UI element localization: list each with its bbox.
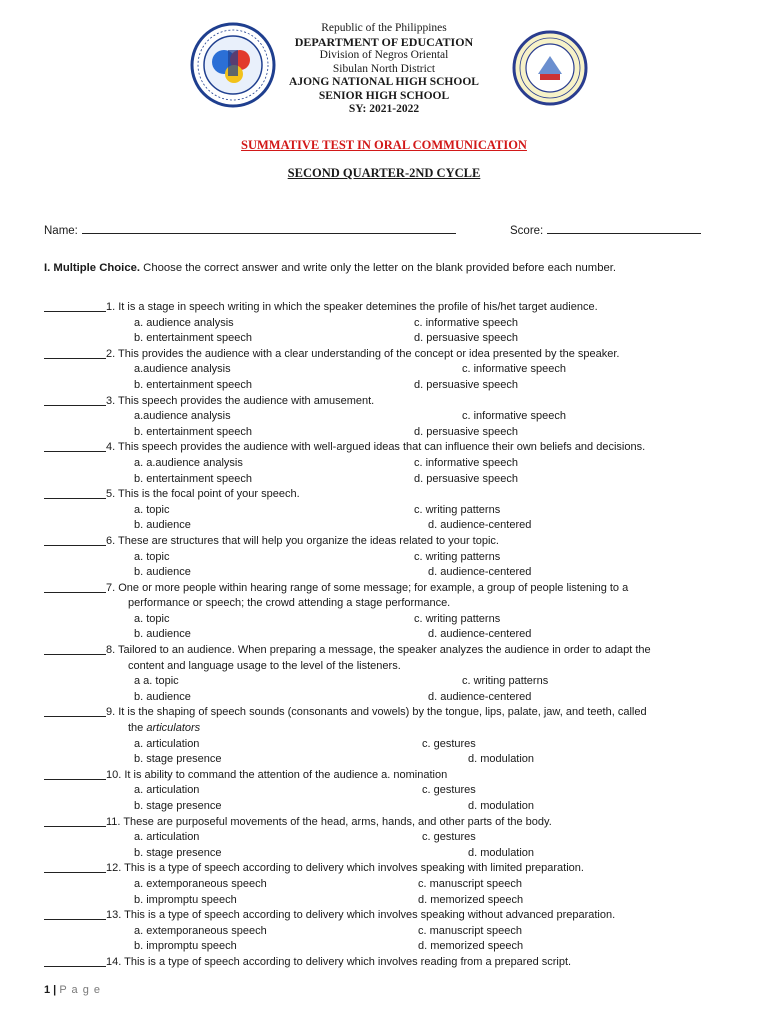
question-item bbox=[44, 861, 728, 908]
answer-blank[interactable] bbox=[44, 955, 106, 967]
school-year-line: SY: 2021-2022 bbox=[348, 103, 420, 115]
department-line: DEPARTMENT OF EDUCATION bbox=[294, 34, 474, 49]
option-c: c. writing patterns bbox=[462, 675, 549, 688]
option-a: a. articulation bbox=[134, 831, 200, 844]
option-a: a. extemporaneous speech bbox=[134, 877, 267, 890]
option-d: d. persuasive speech bbox=[414, 425, 518, 438]
option-b: b. entertainment speech bbox=[134, 425, 253, 438]
option-b: b. audience bbox=[134, 519, 191, 532]
question-stem: This is a type of speech according to delivery which involves reading from a prepared script. bbox=[121, 955, 572, 968]
question-number: 9. bbox=[106, 706, 116, 719]
option-c: c. informative speech bbox=[414, 456, 518, 469]
option-d: d. audience-centered bbox=[428, 690, 532, 703]
answer-blank[interactable] bbox=[44, 643, 106, 655]
question-item bbox=[44, 300, 728, 347]
option-a: a.audience analysis bbox=[134, 410, 231, 423]
question-continuation: the articulators bbox=[128, 722, 201, 735]
question-stem: This speech provides the audience with amusement. bbox=[115, 394, 375, 407]
option-b: b. entertainment speech bbox=[134, 472, 253, 485]
option-a: a. topic bbox=[134, 550, 170, 563]
answer-blank[interactable] bbox=[44, 347, 106, 359]
option-b: b. impromptu speech bbox=[134, 893, 237, 906]
question-item bbox=[44, 347, 728, 394]
page-word: P a g e bbox=[59, 984, 101, 996]
option-c: c. manuscript speech bbox=[418, 924, 522, 937]
option-c: c. informative speech bbox=[462, 410, 566, 423]
answer-blank[interactable] bbox=[44, 534, 106, 546]
option-b: b. audience bbox=[134, 628, 191, 641]
question-item bbox=[44, 815, 728, 862]
option-b: b. stage presence bbox=[134, 800, 222, 812]
question-number: 7. bbox=[106, 581, 116, 594]
option-a: a. articulation bbox=[134, 737, 200, 750]
question-text bbox=[106, 394, 728, 410]
option-a: a. extemporaneous speech bbox=[134, 924, 267, 937]
question-stem: It is ability to command the attention of the audience a. nomination bbox=[121, 768, 448, 781]
question-number: 10. bbox=[106, 768, 122, 781]
option-d: d. audience-centered bbox=[428, 566, 532, 579]
answer-blank[interactable] bbox=[44, 487, 106, 499]
answer-blank[interactable] bbox=[44, 861, 106, 873]
question-number: 2. bbox=[106, 347, 116, 360]
option-d: d. persuasive speech bbox=[414, 472, 518, 485]
option-a: a. articulation bbox=[134, 784, 200, 797]
question-text bbox=[106, 861, 728, 877]
question-text bbox=[106, 440, 728, 456]
question-number: 6. bbox=[106, 534, 116, 547]
question-stem: These are structures that will help you organize the ideas related to your topic. bbox=[115, 534, 499, 547]
option-c: c. gestures bbox=[422, 831, 476, 844]
question-stem: Tailored to an audience. When preparing a message, the speaker analyzes the audience in order to adapt the bbox=[115, 644, 651, 657]
question-item bbox=[44, 487, 728, 534]
option-a: a. topic bbox=[134, 612, 170, 625]
question-number: 1. bbox=[106, 301, 116, 313]
question-number: 12. bbox=[106, 862, 122, 875]
option-d: d. persuasive speech bbox=[414, 378, 518, 391]
option-b: b. audience bbox=[134, 690, 191, 703]
question-number: 13. bbox=[106, 909, 122, 922]
question-text bbox=[106, 705, 728, 721]
question-item bbox=[44, 768, 728, 815]
question-number: 8. bbox=[106, 644, 116, 657]
page-footer bbox=[44, 984, 101, 996]
option-d: d. memorized speech bbox=[418, 893, 524, 906]
question-number: 3. bbox=[106, 394, 116, 407]
question-stem: This is the focal point of your speech. bbox=[115, 488, 300, 501]
option-d: d. modulation bbox=[468, 753, 535, 766]
answer-blank[interactable] bbox=[44, 394, 106, 406]
question-stem: It is the shaping of speech sounds (consonants and vowels) by the tongue, lips, palate, jaw, and teeth, called bbox=[115, 706, 647, 719]
question-text bbox=[106, 643, 728, 659]
question-stem: One or more people within hearing range of some message; for example, a group of people listening to a bbox=[115, 581, 629, 594]
test-title: SUMMATIVE TEST IN ORAL COMMUNICATION bbox=[241, 138, 527, 152]
republic-line: Republic of the Philippines bbox=[321, 22, 447, 34]
question-text bbox=[106, 534, 728, 550]
instructions bbox=[44, 262, 616, 274]
answer-blank[interactable] bbox=[44, 768, 106, 780]
question-item bbox=[44, 643, 728, 705]
option-b: b. audience bbox=[134, 566, 191, 579]
question-stem: This provides the audience with a clear understanding of the concept or idea presented by the speaker. bbox=[115, 347, 620, 360]
answer-blank[interactable] bbox=[44, 581, 106, 593]
question-stem: This speech provides the audience with well-argued ideas that can influence their own beliefs and decisions. bbox=[115, 441, 646, 454]
question-number: 14. bbox=[106, 955, 122, 968]
answer-blank[interactable] bbox=[44, 815, 106, 827]
district-line: Sibulan North District bbox=[332, 62, 436, 75]
letterhead bbox=[0, 22, 768, 117]
option-c: c. writing patterns bbox=[414, 612, 501, 625]
question-text bbox=[106, 581, 728, 597]
question-item bbox=[44, 581, 728, 643]
question-text bbox=[106, 955, 728, 971]
option-b: b. stage presence bbox=[134, 753, 222, 766]
question-item bbox=[44, 908, 728, 955]
option-c: c. writing patterns bbox=[414, 550, 501, 563]
page-number: 1 bbox=[44, 984, 51, 996]
name-label: Name: bbox=[44, 225, 78, 237]
option-c: c. gestures bbox=[422, 737, 476, 750]
question-text bbox=[106, 815, 728, 831]
level-line: SENIOR HIGH SCHOOL bbox=[318, 89, 450, 102]
option-d: d. modulation bbox=[468, 800, 535, 812]
question-item bbox=[44, 955, 728, 971]
option-a: a. audience analysis bbox=[134, 316, 234, 329]
question-stem: These are purposeful movements of the head, arms, hands, and other parts of the body. bbox=[120, 815, 552, 828]
option-b: b. entertainment speech bbox=[134, 332, 253, 345]
division-line: Division of Negros Oriental bbox=[319, 49, 449, 61]
instructions-heading: I. Multiple Choice. bbox=[44, 262, 141, 274]
option-d: d. audience-centered bbox=[428, 519, 532, 532]
option-a: a.audience analysis bbox=[134, 363, 231, 376]
instructions-text: Choose the correct answer and write only the letter on the blank provided before each number. bbox=[140, 262, 617, 274]
question-text bbox=[106, 347, 728, 363]
option-b: b. entertainment speech bbox=[134, 378, 253, 391]
option-c: c. writing patterns bbox=[414, 503, 501, 516]
option-a: a. topic bbox=[134, 503, 170, 516]
question-item bbox=[44, 705, 728, 767]
option-c: c. informative speech bbox=[462, 363, 566, 376]
option-d: d. memorized speech bbox=[418, 940, 524, 953]
option-b: b. impromptu speech bbox=[134, 940, 237, 953]
question-continuation: content and language usage to the level of the listeners. bbox=[128, 659, 401, 672]
page-separator: | bbox=[50, 984, 60, 996]
score-label: Score: bbox=[510, 225, 544, 237]
question-number: 5. bbox=[106, 488, 116, 501]
question-number: 4. bbox=[106, 441, 116, 454]
answer-blank[interactable] bbox=[44, 908, 106, 920]
question-text bbox=[106, 487, 728, 503]
name-score-row bbox=[44, 222, 724, 237]
question-continuation: performance or speech; the crowd attending a stage performance. bbox=[128, 597, 451, 610]
score-blank[interactable] bbox=[547, 222, 701, 234]
answer-blank[interactable] bbox=[44, 300, 106, 312]
question-text bbox=[106, 908, 728, 924]
option-a: a a. topic bbox=[134, 675, 179, 688]
question-stem: It is a stage in speech writing in which the speaker detemines the profile of his/het target audience. bbox=[115, 301, 598, 313]
answer-blank[interactable] bbox=[44, 705, 106, 717]
name-blank[interactable] bbox=[82, 222, 456, 234]
question-number: 11. bbox=[106, 815, 121, 828]
option-d: d. audience-centered bbox=[428, 628, 532, 641]
option-c: c. informative speech bbox=[414, 316, 518, 329]
question-item bbox=[44, 394, 728, 441]
question-item bbox=[44, 534, 728, 581]
answer-blank[interactable] bbox=[44, 440, 106, 452]
option-d: d. persuasive speech bbox=[414, 332, 518, 345]
question-item bbox=[44, 440, 728, 487]
question-stem: This is a type of speech according to delivery which involves speaking without advanced preparation. bbox=[121, 909, 616, 922]
question-text bbox=[106, 300, 728, 316]
option-d: d. modulation bbox=[468, 846, 535, 859]
quarter-title: SECOND QUARTER-2ND CYCLE bbox=[287, 166, 481, 180]
option-b: b. stage presence bbox=[134, 846, 222, 859]
question-stem: This is a type of speech according to delivery which involves speaking with limited preparation. bbox=[121, 862, 584, 875]
question-list bbox=[44, 300, 728, 971]
school-line: AJONG NATIONAL HIGH SCHOOL bbox=[289, 76, 479, 88]
question-text bbox=[106, 768, 728, 784]
option-c: c. manuscript speech bbox=[418, 877, 522, 890]
option-a: a. a.audience analysis bbox=[134, 456, 243, 469]
option-c: c. gestures bbox=[422, 784, 476, 797]
